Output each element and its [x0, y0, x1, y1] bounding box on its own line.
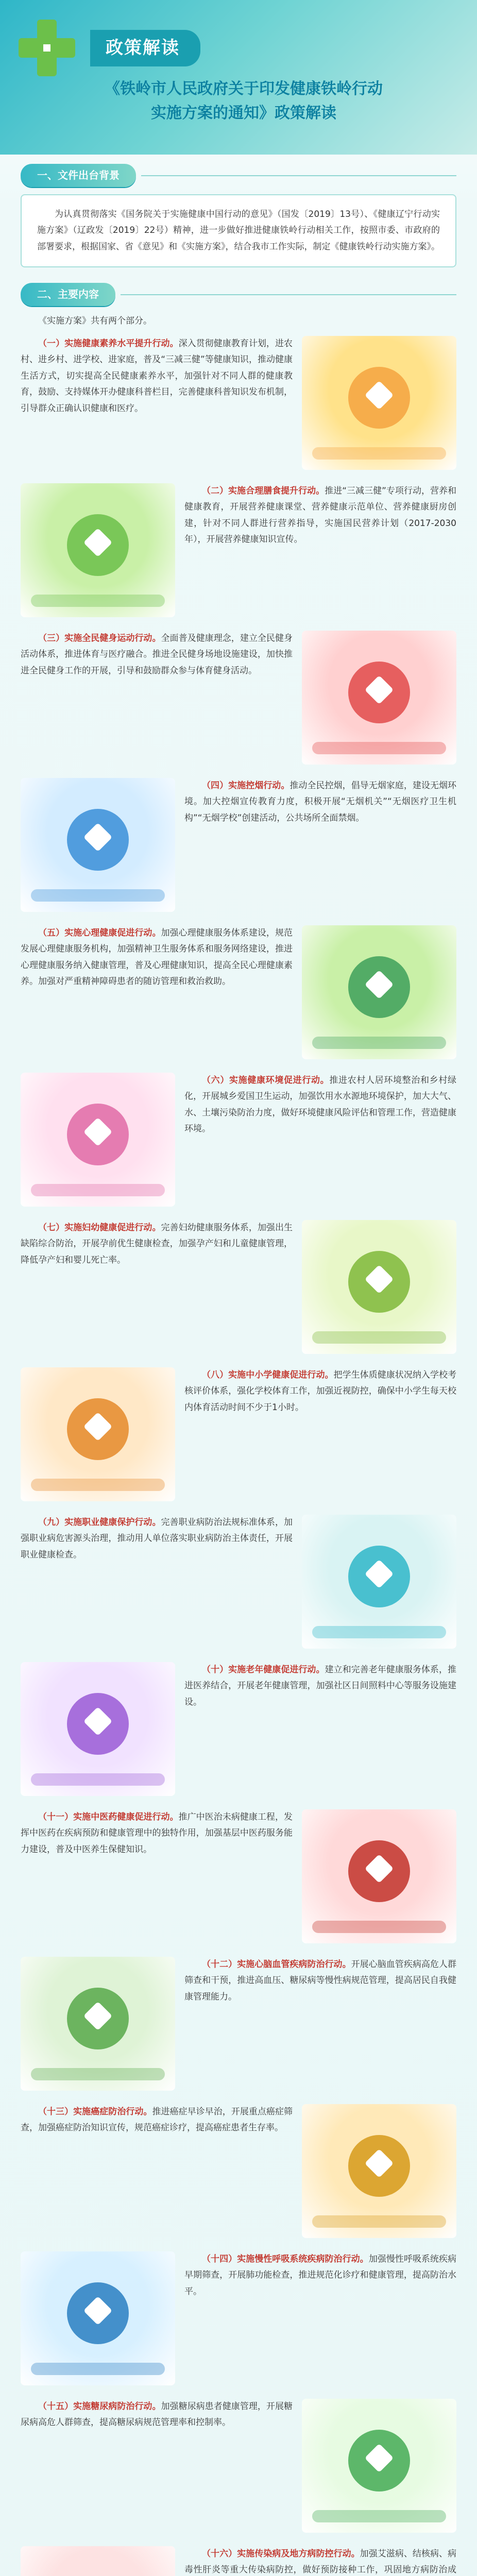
item-text [184, 778, 456, 912]
item-title: （二）实施合理膳食提升行动。 [202, 485, 325, 496]
item-body: 把学生体质健康状况纳入学校考核评价体系，强化学校体育工作，加强近视防控，确保中小学生每天校内体育活动时间不少于1小时。 [184, 1369, 457, 1413]
item-body: 开展心脑血管疾病高危人群筛查和干预，推进高血压、糖尿病等慢性病规范管理，提高居民自我健康管理能力。 [184, 1959, 457, 2002]
item-text [21, 1515, 293, 1649]
item-title: （四）实施控烟行动。 [202, 780, 290, 791]
item-title: （三）实施全民健身运动行动。 [38, 633, 161, 643]
item-body: 加强心理健康服务体系建设，规范发展心理健康服务机构，加强精神卫生服务体系和服务网络建设，推进心理健康服务纳入健康管理，普及心理健康知识，提高全民心理健康素养。加强对严重精神障碍患者的随访管理和救治救助。 [21, 927, 293, 987]
item-body: 推广中医治未病健康工程，发挥中医药在疾病预防和健康管理中的独特作用，加强基层中医药服务能力建设，普及中医养生保健知识。 [21, 1811, 293, 1855]
illustration-image [302, 336, 456, 470]
item-body: 推进癌症早诊早治，开展重点癌症筛查，加强癌症防治知识宣传，规范癌症诊疗，提高癌症患者生存率。 [21, 2106, 293, 2133]
item-body: 推动全民控烟，倡导无烟家庭，建设无烟环境。加大控烟宣传教育力度，积极开展“无烟机关”“无烟医疗卫生机构”“无烟学校”创建活动，公共场所全面禁烟。 [184, 780, 457, 823]
illustration-image [21, 1957, 175, 2091]
decor-ground-icon [31, 1184, 165, 1196]
illustration-image [302, 1809, 456, 1943]
list-item [21, 925, 456, 1059]
list-item [21, 1220, 456, 1354]
item-text [184, 2546, 456, 2576]
item-title: （十）实施老年健康促进行动。 [202, 1664, 325, 1675]
item-text [21, 336, 293, 470]
item-title: （十一）实施中医药健康促进行动。 [38, 1811, 179, 1822]
item-title: （五）实施心理健康促进行动。 [38, 927, 161, 938]
list-item [21, 2546, 456, 2576]
decor-ground-icon [312, 742, 446, 754]
illustration-image [302, 1220, 456, 1354]
list-item [21, 483, 456, 617]
list-item [21, 1957, 456, 2091]
section-header-background [21, 164, 477, 187]
item-text [21, 2104, 293, 2238]
item-title: （六）实施健康环境促进行动。 [202, 1075, 330, 1086]
title-line-1: 《铁岭市人民政府关于印发健康铁岭行动 [105, 80, 383, 98]
decor-ground-icon [312, 1331, 446, 1344]
item-body: 加强艾滋病、结核病、病毒性肝炎等重大传染病防控，做好预防接种工作，巩固地方病防治成 [184, 2548, 457, 2575]
illustration-image [21, 778, 175, 912]
divider [141, 175, 456, 176]
list-item [21, 2104, 456, 2238]
list-item [21, 2251, 456, 2385]
illustration-image [302, 2104, 456, 2238]
decor-ground-icon [31, 595, 165, 607]
item-title: （一）实施健康素养水平提升行动。 [38, 338, 179, 349]
items-list [0, 336, 477, 2576]
illustration-image [21, 2546, 175, 2576]
illustration-image [21, 1073, 175, 1207]
illustration-image [302, 925, 456, 1059]
item-title: （十六）实施传染病及地方病防控行动。 [202, 2548, 360, 2559]
decor-ground-icon [312, 1037, 446, 1049]
item-body: 加强慢性呼吸系统疾病早期筛查，开展肺功能检查，推进规范化诊疗和健康管理，提高防治水平。 [184, 2253, 457, 2297]
item-text [21, 1809, 293, 1943]
item-text [184, 1367, 456, 1501]
section-title: 二、主要内容 [21, 283, 115, 306]
decor-ground-icon [31, 2363, 165, 2375]
item-title: （七）实施妇幼健康促进行动。 [38, 1222, 161, 1233]
item-text [21, 2399, 293, 2533]
item-text [184, 1662, 456, 1796]
illustration-image [21, 483, 175, 617]
item-text [21, 1220, 293, 1354]
illustration-image [21, 1662, 175, 1796]
decor-ground-icon [31, 2068, 165, 2080]
intro-text: 《实施方案》共有两个部分。 [38, 316, 152, 327]
title-line-2: 实施方案的通知》政策解读 [151, 104, 336, 122]
decor-ground-icon [31, 1479, 165, 1491]
illustration-image [302, 631, 456, 765]
divider [121, 294, 456, 295]
banner-title: 政策解读 [90, 30, 200, 66]
item-title: （八）实施中小学健康促进行动。 [202, 1369, 334, 1380]
item-text [21, 925, 293, 1059]
list-item [21, 631, 456, 765]
list-item [21, 1662, 456, 1796]
item-body: 深入贯彻健康教育计划，进农村、进乡村、进学校、进家庭，普及“三减三健”等健康知识，推动健康生活方式，切实提高全民健康素养水平，加强针对不同人群的健康教育，鼓励、支持媒体开办健康科普栏目，完善健康科普知识发布机制，引导群众正确认识健康和医疗。 [21, 338, 293, 414]
decor-ground-icon [312, 2510, 446, 2522]
section-title: 一、文件出台背景 [21, 164, 136, 187]
decor-ground-icon [31, 1773, 165, 1786]
item-title: （九）实施职业健康保护行动。 [38, 1517, 161, 1528]
item-text [21, 631, 293, 765]
item-body: 推进“三减三健”专项行动，营养和健康教育，开展营养健康课堂、营养健康示范单位、营养健康厨房创建，针对不同人群进行营养指导，实施国民营养计划（2017-2030年），开展营养健康知识宣传。 [184, 485, 456, 545]
item-body: 建立和完善老年健康服务体系，推进医养结合，开展老年健康管理，加强社区日间照料中心等服务设施建设。 [184, 1664, 456, 1707]
item-body: 完善职业病防治法规标准体系，加强职业病危害源头治理，推动用人单位落实职业病防治主体责任，开展职业健康检查。 [21, 1517, 293, 1560]
item-title: （十五）实施糖尿病防治行动。 [38, 2401, 161, 2412]
list-item [21, 1073, 456, 1207]
item-body: 推进农村人居环境整治和乡村绿化，开展城乡爱国卫生运动，加强饮用水水源地环境保护，加大大气、水、土壤污染防治力度，做好环境健康风险评估和管理工作，营造健康环境。 [184, 1075, 457, 1134]
item-body: 完善妇幼健康服务体系，加强出生缺陷综合防治，开展孕前优生健康检查，加强孕产妇和儿童健康管理，降低孕产妇和婴儿死亡率。 [21, 1222, 293, 1265]
list-item [21, 778, 456, 912]
illustration-image [302, 2399, 456, 2533]
item-text [184, 1073, 456, 1207]
list-item [21, 2399, 456, 2533]
illustration-image [21, 1367, 175, 1501]
decor-ground-icon [312, 1626, 446, 1638]
item-text [184, 1957, 456, 2091]
medical-cross-icon [19, 20, 75, 76]
page-title [31, 77, 456, 125]
list-item [21, 1367, 456, 1501]
item-text [184, 2251, 456, 2385]
list-item [21, 1809, 456, 1943]
item-title: （十四）实施慢性呼吸系统疾病防治行动。 [202, 2253, 369, 2264]
page-header [0, 0, 477, 155]
item-title: （十三）实施癌症防治行动。 [38, 2106, 152, 2117]
decor-ground-icon [312, 1921, 446, 1933]
section-header-content [21, 283, 477, 306]
item-body: 加强糖尿病患者健康管理，开展糖尿病高危人群筛查，提高糖尿病规范管理率和控制率。 [21, 2401, 293, 2428]
decor-ground-icon [312, 2215, 446, 2228]
decor-ground-icon [312, 447, 446, 460]
list-item [21, 1515, 456, 1649]
list-item [21, 336, 456, 470]
item-body: 全面普及健康理念，建立全民健身活动体系，推进体育与医疗融合。推进全民健身场地设施建设，加快推进全民健身工作的开展，引导和鼓励群众参与体育健身活动。 [21, 633, 293, 676]
item-text [184, 483, 456, 617]
item-title: （十二）实施心脑血管疾病防治行动。 [202, 1959, 351, 1970]
background-text: 为认真贯彻落实《国务院关于实施健康中国行动的意见》（国发〔2019〕13号）、《健康辽宁行动实施方案》（辽政发〔2019〕22号）精神，进一步做好推进健康铁岭行动相关工作，按照市委、市政府的部署要求，根据国家、省《意见》和《实施方案》，结合我市工作实际，制定《健康铁岭行动实施方案》。 [21, 194, 456, 267]
decor-ground-icon [31, 889, 165, 902]
illustration-image [302, 1515, 456, 1649]
illustration-image [21, 2251, 175, 2385]
